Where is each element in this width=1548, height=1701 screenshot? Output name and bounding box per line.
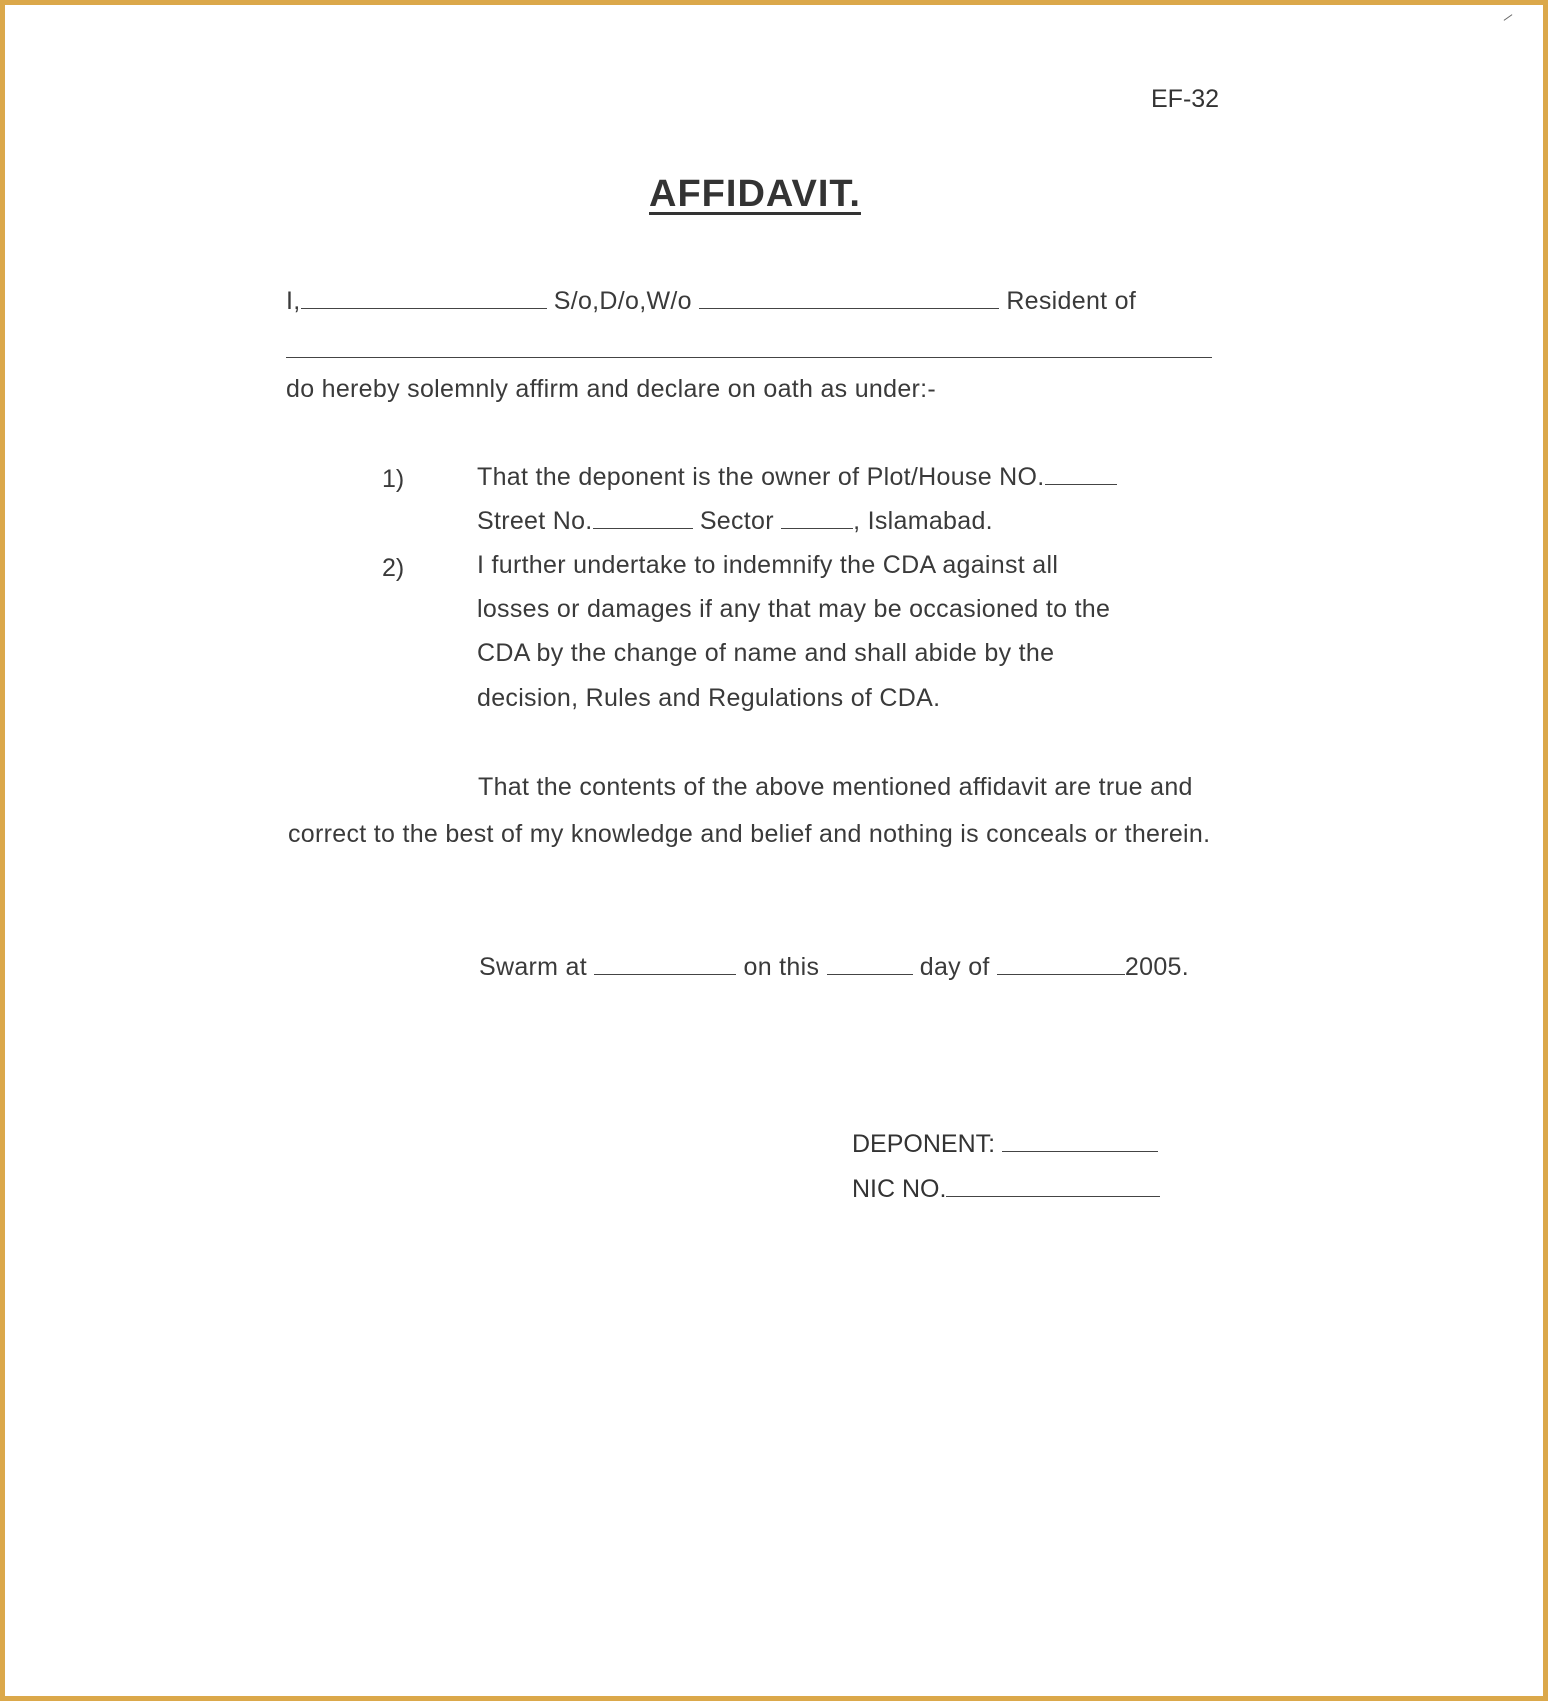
deponent-label: DEPONENT: [852, 1130, 996, 1158]
deponent-line [852, 1130, 1158, 1159]
declaration-text: do hereby solemnly affirm and declare on oath as under:- [286, 375, 937, 403]
nic-label: NIC NO. [852, 1175, 947, 1203]
on-this-label: on this [743, 953, 820, 981]
resident-label: Resident of [1006, 287, 1137, 315]
clause-1-number: 1) [382, 465, 405, 493]
nic-number-blank[interactable] [946, 1178, 1160, 1197]
verification-line-2: correct to the best of my knowledge and belief and nothing is conceals or therein. [288, 820, 1211, 848]
document-title: AFFIDAVIT. [649, 173, 861, 215]
name-blank[interactable] [301, 290, 547, 309]
address-blank-line[interactable] [286, 357, 1212, 358]
corner-mark [1504, 14, 1513, 21]
form-code: EF-32 [1151, 85, 1220, 113]
clause-1-plot-label: That the deponent is the owner of Plot/House NO. [477, 463, 1045, 491]
sector-label: Sector [699, 507, 774, 535]
month-blank[interactable] [997, 956, 1125, 975]
clause-1-line-1 [477, 463, 1117, 492]
intro-prefix: I, [286, 287, 301, 315]
verification-line-1: That the contents of the above mentioned affidavit are true and [478, 773, 1193, 801]
intro-line [286, 287, 1136, 316]
plot-number-blank[interactable] [1045, 466, 1117, 485]
clause-2-number: 2) [382, 554, 405, 582]
relation-label: S/o,D/o,W/o [553, 287, 692, 315]
guardian-name-blank[interactable] [699, 290, 999, 309]
deponent-signature-blank[interactable] [1002, 1133, 1158, 1152]
year-label: 2005. [1124, 953, 1189, 981]
swarm-at-label: Swarm at [479, 953, 587, 981]
clause-2-line: decision, Rules and Regulations of CDA. [477, 684, 941, 712]
clause-2-line: losses or damages if any that may be occasioned to the [477, 595, 1111, 623]
day-of-label: day of [919, 953, 990, 981]
sector-blank[interactable] [781, 510, 853, 529]
day-blank[interactable] [827, 956, 913, 975]
place-blank[interactable] [594, 956, 736, 975]
city-label: , Islamabad. [853, 507, 993, 535]
clause-2-line: CDA by the change of name and shall abide by the [477, 639, 1055, 667]
street-number-blank[interactable] [593, 510, 693, 529]
street-label: Street No. [477, 507, 593, 535]
nic-line [852, 1175, 1160, 1204]
clause-2-line: I further undertake to indemnify the CDA against all [477, 551, 1059, 579]
sworn-line [479, 953, 1189, 982]
clause-1-line-2 [477, 507, 993, 536]
